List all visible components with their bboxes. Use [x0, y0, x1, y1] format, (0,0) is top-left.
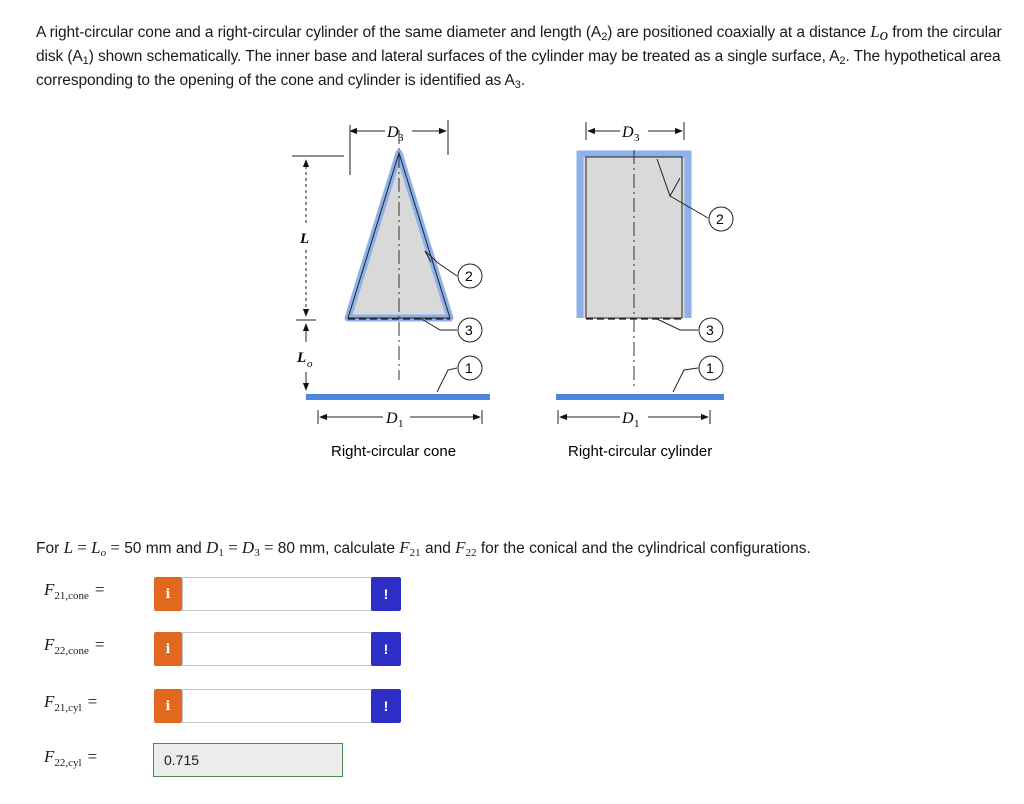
- label-1-cone: 1: [465, 360, 473, 376]
- cone-diagram: [292, 120, 490, 460]
- f22-cyl-answer[interactable]: 0.715: [153, 743, 343, 777]
- f22-cyl-label: $F_{22,cyl}$ =: [44, 747, 98, 769]
- label-3-cone: 3: [465, 322, 473, 338]
- problem-statement: A right-circular cone and a right-circular cylinder of the same diameter and length $(A_2)$ are positioned coaxially at a distance $L_o$ from the circular disk $(A_1)$ shown schematically. The inner base and lateral surfaces of the cylinder may be treated as a single surface, $A_2$. The hypothetical area corresponding to the opening of the cone and cylinder is identified as $A_3$.: [36, 22, 1002, 91]
- cylinder-diagram: [556, 122, 733, 460]
- svg-text:1: 1: [634, 418, 640, 430]
- svg-text:1: 1: [398, 418, 404, 430]
- f21-cone-label: $F_{21,cone}$ =: [44, 580, 105, 602]
- answer-row-f21-cone: [0, 572, 1024, 612]
- cone-lo-label: L: [297, 350, 307, 366]
- svg-text:3: 3: [634, 132, 640, 144]
- f21-cyl-label: $F_{21,cyl}$ =: [44, 692, 98, 714]
- f21-cone-input[interactable]: [182, 577, 388, 611]
- svg-text:o: o: [307, 358, 313, 370]
- svg-text:3: 3: [398, 132, 404, 144]
- f21-cyl-input[interactable]: [182, 689, 388, 723]
- info-button[interactable]: i: [154, 689, 182, 723]
- f22-cone-label: $F_{22,cone}$ =: [44, 635, 105, 657]
- answer-row-f22-cyl: [0, 739, 1024, 779]
- cone-disk-A1: [306, 394, 490, 400]
- info-button[interactable]: i: [154, 632, 182, 666]
- f22-cone-input[interactable]: [182, 632, 388, 666]
- cone-caption: Right-circular cone: [331, 443, 457, 460]
- cylinder-caption: Right-circular cylinder: [568, 443, 713, 460]
- alert-button[interactable]: !: [371, 632, 401, 666]
- label-2-cone: 2: [465, 268, 473, 284]
- alert-button[interactable]: !: [371, 689, 401, 723]
- alert-button[interactable]: !: [371, 577, 401, 611]
- cyl-d3-label: D: [622, 124, 634, 141]
- question-text: For $L = L_o = 50$ mm and $D_1 = D_3 = 80$ mm, calculate $F_{21}$ and $F_{22}$ for the conical and the cylindrical configurations.: [36, 538, 811, 559]
- cone-l-label: L: [300, 231, 310, 247]
- label-2-cyl: 2: [716, 211, 724, 227]
- answer-row-f21-cyl: [0, 684, 1024, 724]
- label-1-cyl: 1: [706, 360, 714, 376]
- cylinder-disk-A1: [556, 394, 724, 400]
- cone-d1-label: D: [386, 410, 398, 427]
- info-button[interactable]: i: [154, 577, 182, 611]
- cone-d3-label: D: [387, 124, 399, 141]
- label-3-cyl: 3: [706, 322, 714, 338]
- cyl-d1-label: D: [622, 410, 634, 427]
- answer-row-f22-cone: [0, 627, 1024, 667]
